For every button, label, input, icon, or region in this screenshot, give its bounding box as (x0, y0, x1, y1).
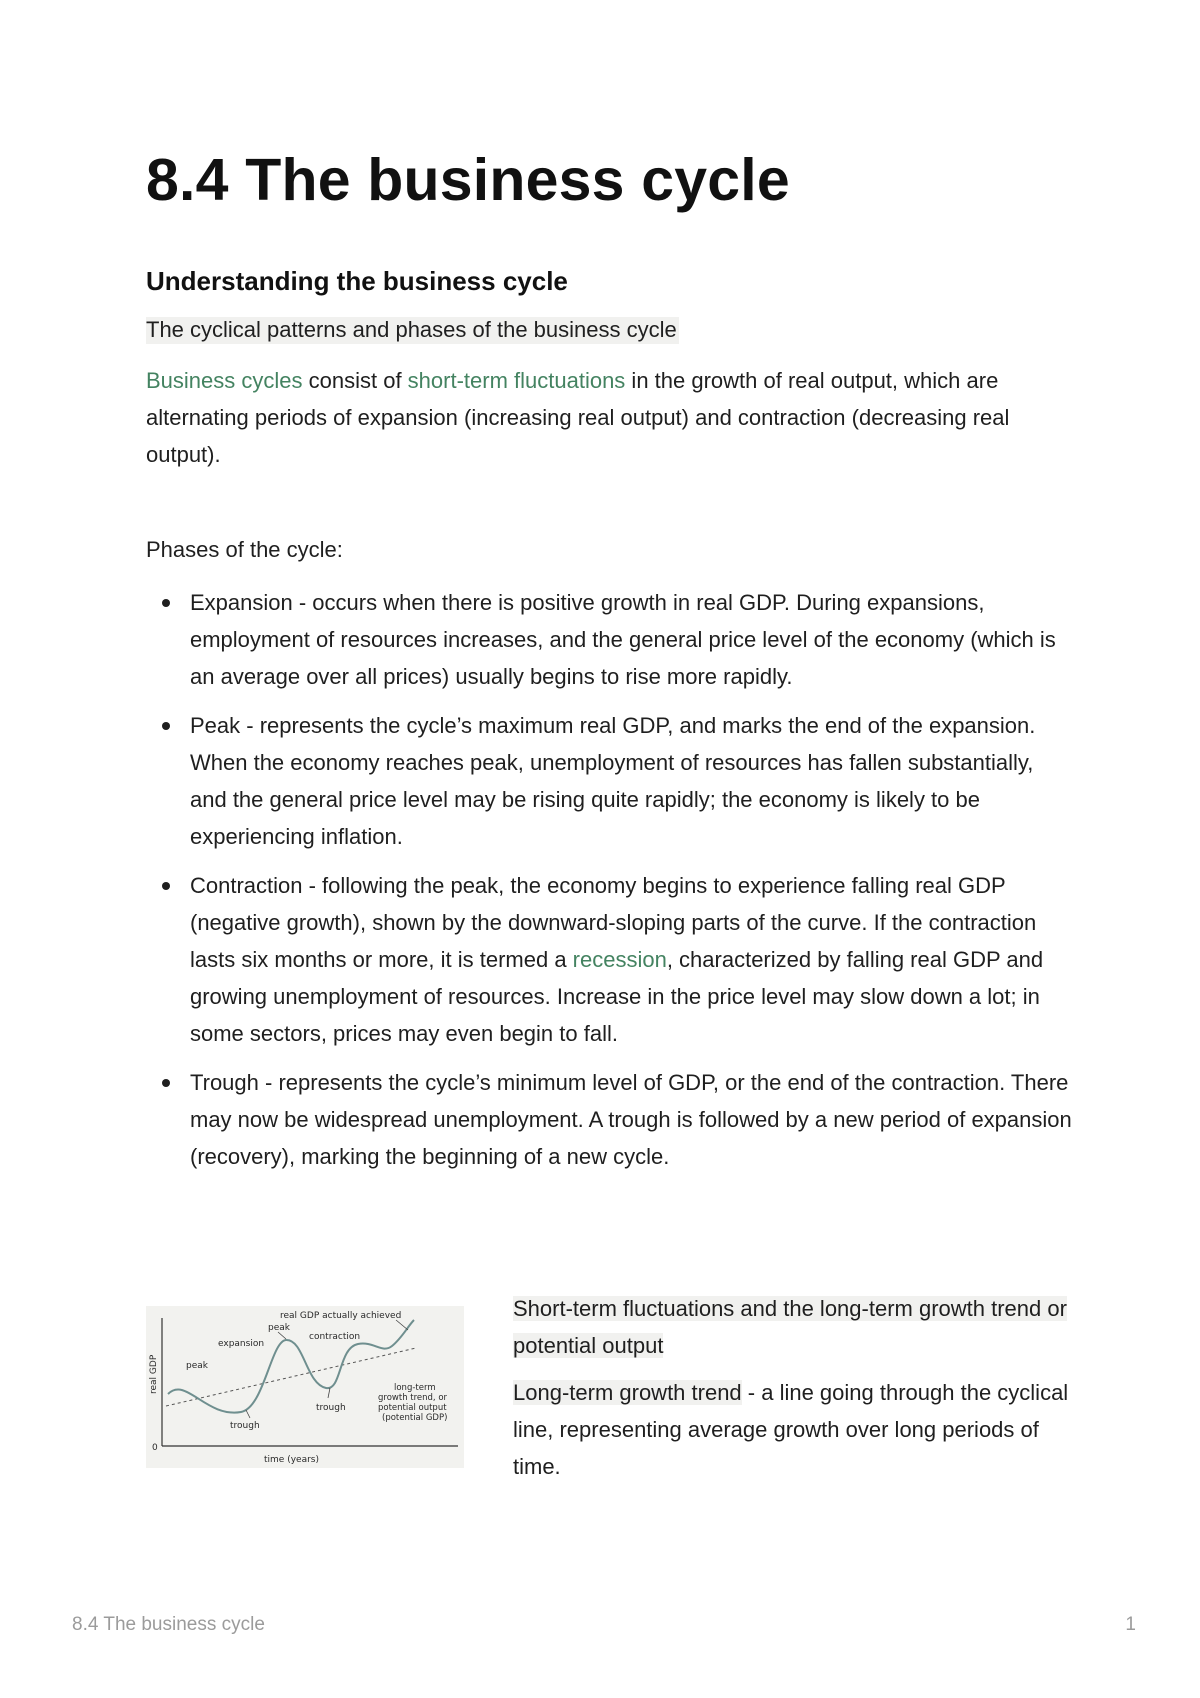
label-trend-4: (potential GDP) (382, 1413, 448, 1423)
label-actual: real GDP actually achieved (280, 1311, 402, 1321)
page-title: 8.4 The business cycle (146, 147, 790, 213)
term-short-term-fluctuations: short-term fluctuations (407, 368, 626, 393)
trough-leader-2 (328, 1388, 330, 1398)
side-highlight (513, 1290, 1073, 1364)
label-peak: peak (268, 1323, 290, 1333)
business-cycle-figure (146, 1306, 464, 1468)
label-trough: trough (230, 1421, 260, 1431)
side-notes (513, 1290, 1073, 1485)
actual-leader (396, 1320, 408, 1330)
list-item-text: Peak - represents the cycle’s maximum real GDP, and marks the end of the expansion. When the economy reaches peak, unemployment of resources has fallen substantially, and the general price level may be rising quite rapidly; the economy is likely to be experiencing inflation. (190, 713, 1036, 849)
list-item-text: Trough - represents the cycle’s minimum level of GDP, or the end of the contraction. There may now be widespread unemployment. A trough is followed by a new period of expansion (recovery), marking the beginning of a new cycle. (190, 1070, 1072, 1169)
intro-text-2: in the growth of real output, which are alternating periods of expansion (increasing real output) and contraction (decreasing real output). (146, 368, 1010, 467)
page-number: 1 (1125, 1614, 1136, 1635)
footer-title: 8.4 The business cycle (72, 1614, 265, 1635)
list-item-expansion (146, 584, 1076, 695)
bullet-icon (162, 599, 170, 607)
bullet-icon (162, 722, 170, 730)
bullet-icon (162, 1079, 170, 1087)
list-item-text: Expansion - occurs when there is positive growth in real GDP. During expansions, employment of resources increases, and the general price level of the economy (which is an average over all prices) usually begins to rise more rapidly. (190, 590, 1056, 689)
trough-leader (246, 1410, 250, 1418)
intro-text-1: consist of (302, 368, 408, 393)
term-long-term-growth-trend: Long-term growth trend (513, 1380, 742, 1405)
label-trend-1: long-term (394, 1383, 436, 1393)
phases-label: Phases of the cycle: (146, 537, 343, 562)
label-y-axis: real GDP (149, 1354, 159, 1394)
list-item-trough (146, 1064, 1076, 1175)
section-heading: Understanding the business cycle (146, 266, 568, 296)
peak-leader (278, 1332, 286, 1339)
list-item-contraction (146, 867, 1076, 1052)
label-x-axis: time (years) (264, 1455, 319, 1465)
term-recession: recession (572, 947, 667, 972)
label-trend-3: potential output (378, 1403, 447, 1413)
side-description-text: - a line going through the cyclical line, representing average growth over long periods of time. (513, 1380, 1069, 1479)
label-expansion: expansion (218, 1339, 265, 1349)
side-highlight-text: Short-term fluctuations and the long-term growth trend or potential output (513, 1296, 1067, 1358)
label-origin: 0 (152, 1443, 158, 1453)
term-business-cycles: Business cycles (146, 368, 303, 393)
list-item-text-pre: Contraction - following the peak, the economy begins to experience falling real GDP (negative growth), shown by the downward-sloping parts of the curve. If the contraction lasts six months or more, it is termed a (190, 873, 1037, 972)
list-item-peak (146, 707, 1076, 855)
label-contraction: contraction (309, 1332, 361, 1342)
intro-paragraph (146, 362, 1066, 473)
side-description (513, 1374, 1073, 1485)
bullet-icon (162, 882, 170, 890)
section-highlight-text: The cyclical patterns and phases of the business cycle (146, 317, 677, 342)
label-peak-left: peak (186, 1361, 208, 1371)
list-item-text-post: , characterized by falling real GDP and growing unemployment of resources. Increase in the price level may slow down a lot; in some sectors, prices may even begin to fall. (190, 947, 1044, 1046)
business-cycle-diagram (146, 1306, 464, 1468)
phases-list (146, 584, 1076, 1187)
section-highlight (146, 314, 679, 346)
label-trough-right: trough (316, 1403, 346, 1413)
label-trend-2: growth trend, or (378, 1393, 448, 1403)
